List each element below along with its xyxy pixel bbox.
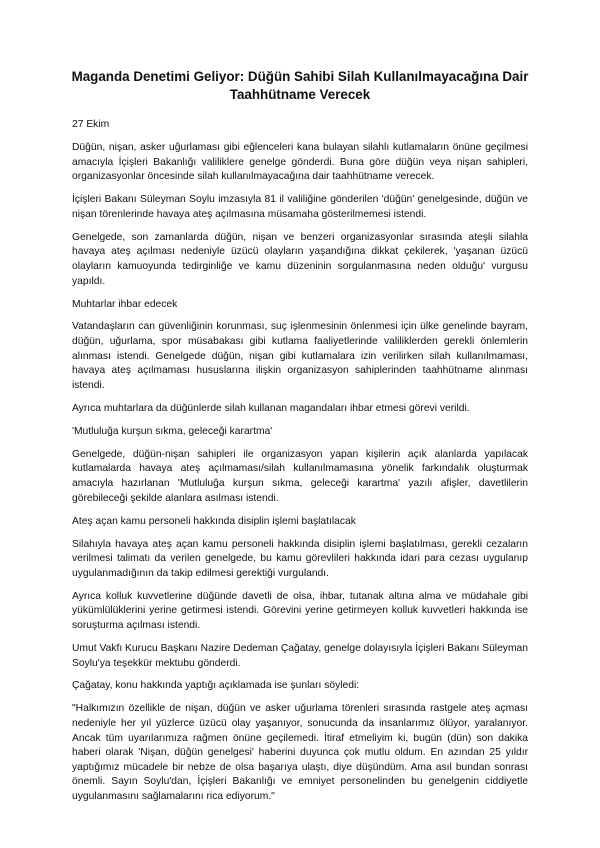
- subheading-muhtarlar: Muhtarlar ihbar edecek: [72, 298, 178, 310]
- paragraph-intro: Düğün, nişan, asker uğurlaması gibi eğlenceleri kana bulayan silahlı kutlamaların önüne geçilmesi amacıyla İçişleri Bakanlığı valiliklere genelge gönderdi. Buna göre düğün veya nişan sahipleri, organizasyonlar öncesinde silah kullanılmayacağına dair taahhütname verecek.: [72, 141, 528, 183]
- paragraph-kolluk: Ayrıca kolluk kuvvetlerine düğünde davetli de olsa, ihbar, tutanak altına alma ve müdahale gibi yükümlülüklerini yerine getirmesi istendi. Görevini yerine getirmeyen kolluk kuvvetleri hakkında ise soruşturma açılması istendi.: [72, 590, 528, 631]
- subheading-mutluluga: 'Mutluluğa kurşun sıkma, geleceği karartma': [72, 425, 273, 437]
- paragraph-genelge: İçişleri Bakanı Süleyman Soylu imzasıyla 81 il valiliğine gönderilen 'düğün' genelgesinde, düğün ve nişan törenlerinde havaya ateş açılmasına müsamaha gösterilmemesi istendi.: [72, 194, 528, 220]
- paragraph-umut-vakfi: Umut Vakfı Kurucu Başkanı Nazire Dedeman Çağatay, genelge dolayısıyla İçişleri Bakanı Süleyman Soylu'ya teşekkür mektubu gönderdi.: [72, 642, 528, 669]
- paragraph-vatandaslar: Vatandaşların can güvenliğinin korunması, suç işlenmesinin önlenmesi için ülke genelinde bayram, düğün, uğurlama, spor müsabakası gibi kutlama faaliyetlerinde valiliklerden gerekli önlemlerin alınması istendi. Genelgede düğün, nişan gibi kutlamalara izin verilirken silah kullanılmaması, havaya ateş açılmaması hususlarına ilişkin organizasyon sahiplerinden taahhütname alınması istendi.: [72, 321, 528, 391]
- paragraph-genelgede: Genelgede, son zamanlarda düğün, nişan ve benzeri organizasyonlar sırasında ateşli silahla havaya ateş açılması nedeniyle üzücü olayların yaşandığına dikkat çekilerek, 'yaşanan üzücü olayların kamuoyunda tedirginliğe ve kamu düzeninin sorgulanmasına neden olduğu' vurgusu yapıldı.: [72, 231, 528, 287]
- article-title: Maganda Denetimi Geliyor: Düğün Sahibi Silah Kullanılmayacağına Dair Taahhütname Verecek: [71, 69, 529, 102]
- paragraph-afisler: Genelgede, düğün-nişan sahipleri ile organizasyon yapan kişilerin açık alanlarda yapılacak kutlamalarda havaya ateş açılmaması/silah kullanılmamasına yönelik farkındalık oluşturmak amacıyla hazırlanan 'Mutluluğa kurşun sıkma, geleceği karartma' yazılı afişler, davetlilerin görebileceği şekilde alanlara asılması istendi.: [72, 448, 528, 504]
- subheading-kamu-personeli: Ateş açan kamu personeli hakkında disiplin işlemi başlatılacak: [72, 515, 356, 527]
- paragraph-muhtarlara: Ayrıca muhtarlara da düğünlerde silah kullanan magandaları ihbar etmesi görevi verildi.: [72, 402, 470, 414]
- article-date: 27 Ekim: [72, 119, 110, 130]
- article-body: [72, 118, 528, 813]
- paragraph-cagatay: Çağatay, konu hakkında yaptığı açıklamada ise şunları söyledi:: [72, 680, 360, 692]
- paragraph-quote: "Halkımızın özellikle de nişan, düğün ve asker uğurlama törenleri sırasında rastgele ateş açması nedeniyle her yıl yüzlerce üzücü olay yaşanıyor, sonucunda da insanlarımız ölüyor, yaralanıyor. Ancak tüm uyarılarımıza rağmen önüne geçilemedi. İtiraf etmeliyim ki, bugün (dün) son dakika haberi olarak 'Nişan, düğün genelgesi' haberini duyunca çok mutlu oldum. En azından 25 yıldır yaptığımız mücadele bir nebze de olsa başarıya ulaştı, diye düşündüm. Ama asıl bundan sonrası önemli. Sayın Soylu'dan, İçişleri Bakanlığı ve emniyet personelinden bu genelgenin ciddiyetle uygulanmasını sağlamalarını rica ediyorum.": [72, 703, 528, 803]
- paragraph-disiplin: Silahıyla havaya ateş açan kamu personeli hakkında disiplin işlemi başlatılması, gerekli cezaların verilmesi talimatı da verilen genelgede, bu kamu görevlileri hakkında idari para cezası uygulanıp uygulanmadığının da takip edilmesi gerektiği vurgulandı.: [72, 538, 528, 579]
